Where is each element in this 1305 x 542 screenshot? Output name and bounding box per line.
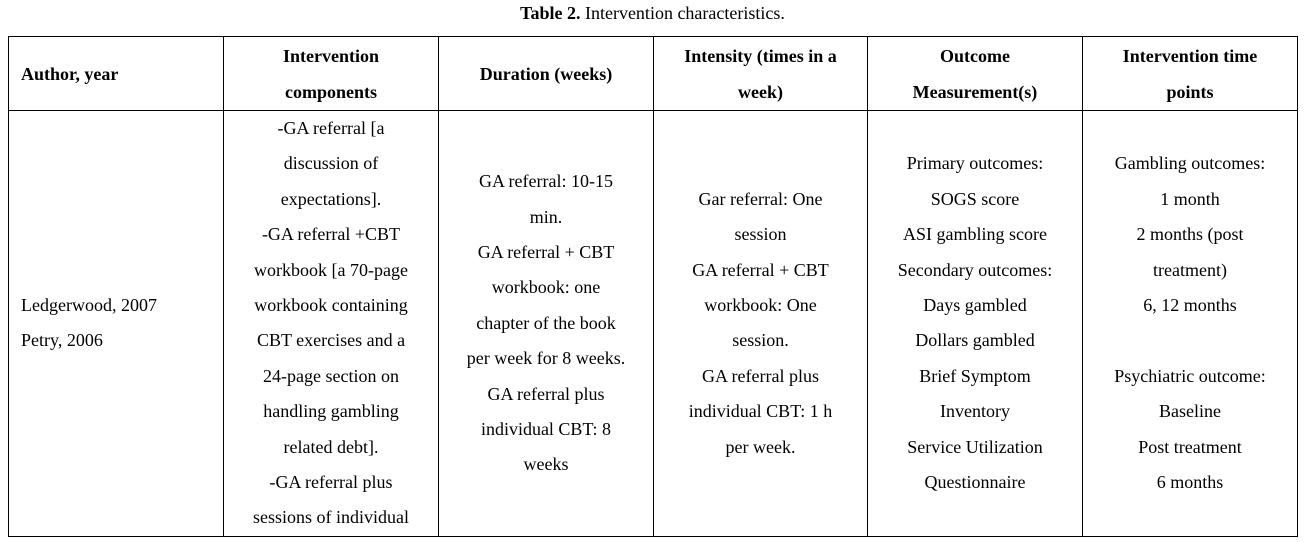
table-caption: [0, 2, 1305, 24]
timepoints-spacer: [1083, 323, 1297, 358]
cell-duration: GA referral: 10-15 min. GA referral + CBT workbook: one chapter of the book per week for 8 weeks. GA referral plus individual CBT: 8 weeks: [439, 111, 654, 537]
header-author-year: Author, year: [9, 37, 224, 111]
header-intensity: Intensity (times in a week): [654, 37, 868, 111]
header-intervention-components: Intervention components: [224, 37, 439, 111]
table-header-row: [9, 37, 1298, 111]
cell-intensity: Gar referral: One session GA referral + CBT workbook: One session. GA referral plus individual CBT: 1 h per week.: [654, 111, 868, 537]
header-duration: Duration (weeks): [439, 37, 654, 111]
cell-intervention-time-points: Gambling outcomes: 1 month 2 months (post treatment) 6, 12 months Psychiatric outcome: Baseline Post treatment 6 months: [1083, 111, 1298, 537]
cell-outcome-measurements: Primary outcomes: SOGS score ASI gambling score Secondary outcomes: Days gambled Dollars gambled Brief Symptom Inventory Service Utilization Questionnaire: [868, 111, 1083, 537]
intervention-table: [8, 36, 1298, 537]
table-caption-text: Intervention characteristics.: [580, 3, 785, 23]
header-outcome-measurements: Outcome Measurement(s): [868, 37, 1083, 111]
table-row: [9, 111, 1298, 537]
cell-components: -GA referral [a discussion of expectations]. -GA referral +CBT workbook [a 70-page workbook containing CBT exercises and a 24-page section on handling gambling related debt]. -GA referral plus sessions of individual: [224, 111, 439, 537]
cell-author: Ledgerwood, 2007 Petry, 2006: [9, 111, 224, 537]
header-intervention-time-points: Intervention time points: [1083, 37, 1298, 111]
table-caption-label: Table 2.: [520, 3, 581, 23]
